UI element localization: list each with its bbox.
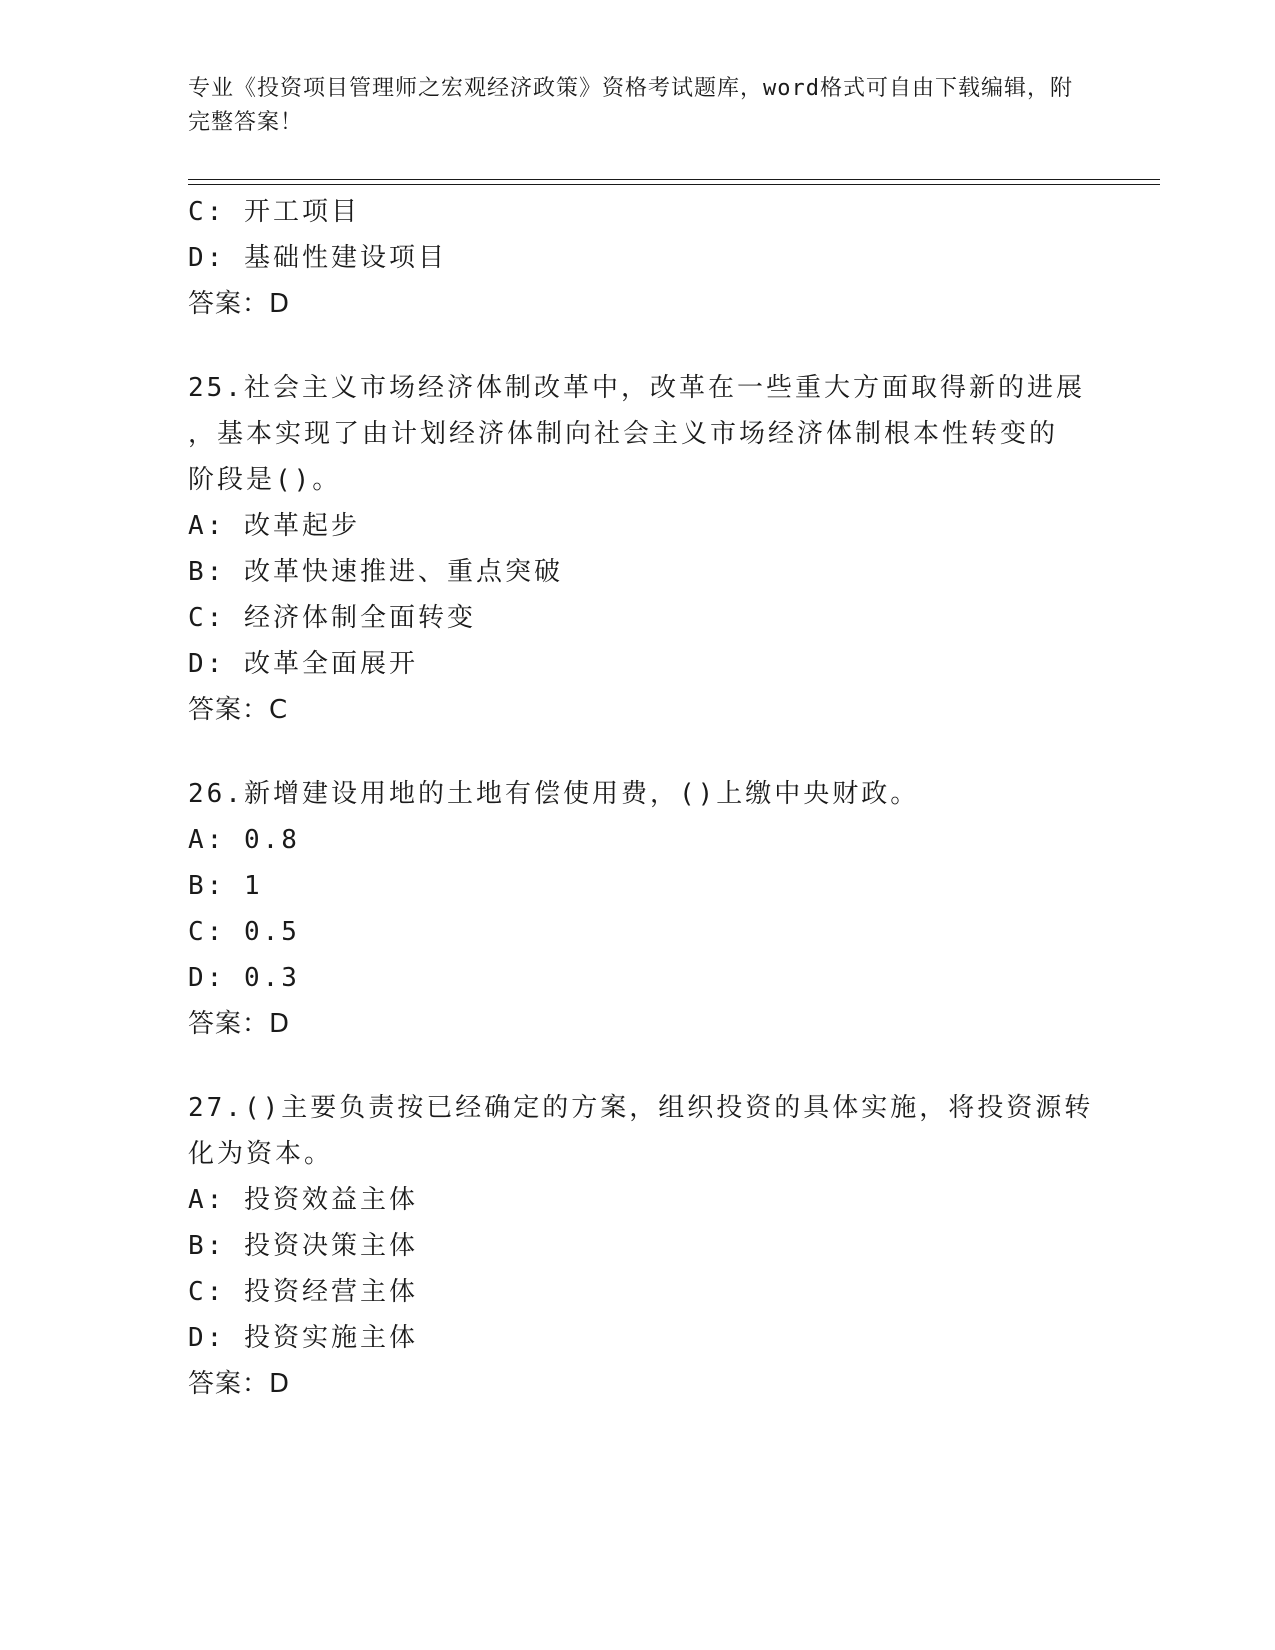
question-text-line: 27.()主要负责按已经确定的方案，组织投资的具体实施，将投资源转 — [188, 1093, 1094, 1123]
question-25 — [188, 365, 1088, 733]
option-b: B: 1 — [188, 871, 263, 901]
option-c: C: 0.5 — [188, 917, 300, 947]
answer-line: 答案：D — [188, 1009, 291, 1039]
question-text-line: ，基本实现了由计划经济体制向社会主义市场经济体制根本性转变的 — [188, 419, 1059, 449]
option-b: B: 投资决策主体 — [188, 1231, 418, 1261]
option-c: C: 投资经营主体 — [188, 1277, 418, 1307]
option-d: D: 基础性建设项目 — [188, 243, 447, 273]
spacer — [188, 733, 1088, 771]
option-a: A: 0.8 — [188, 825, 300, 855]
option-d: D: 0.3 — [188, 963, 300, 993]
option-a: A: 投资效益主体 — [188, 1185, 418, 1215]
answer-line: 答案：C — [188, 695, 289, 725]
question-text-line: 化为资本。 — [188, 1139, 334, 1169]
option-d: D: 投资实施主体 — [188, 1323, 418, 1353]
question-text-line: 26.新增建设用地的土地有偿使用费，()上缴中央财政。 — [188, 779, 920, 809]
option-a: A: 改革起步 — [188, 511, 360, 541]
spacer — [188, 1047, 1088, 1085]
header-rule-bottom — [188, 184, 1160, 185]
answer-line: 答案：D — [188, 289, 291, 319]
option-d: D: 改革全面展开 — [188, 649, 418, 679]
spacer — [188, 327, 1088, 365]
question-27 — [188, 1085, 1094, 1407]
option-c: C: 经济体制全面转变 — [188, 603, 476, 633]
option-c: C: 开工项目 — [188, 197, 360, 227]
document-header: 专业《投资项目管理师之宏观经济政策》资格考试题库，word格式可自由下载编辑，附完整答案！ — [188, 76, 1073, 135]
question-26 — [188, 771, 1088, 1047]
option-b: B: 改革快速推进、重点突破 — [188, 557, 563, 587]
question-list — [188, 189, 1094, 1407]
question-text-line: 25.社会主义市场经济体制改革中，改革在一些重大方面取得新的进展 — [188, 373, 1085, 403]
question-carryover — [188, 189, 1088, 327]
question-text-line: 阶段是()。 — [188, 465, 342, 495]
answer-line: 答案：D — [188, 1369, 291, 1399]
header-rule-top — [188, 179, 1160, 180]
